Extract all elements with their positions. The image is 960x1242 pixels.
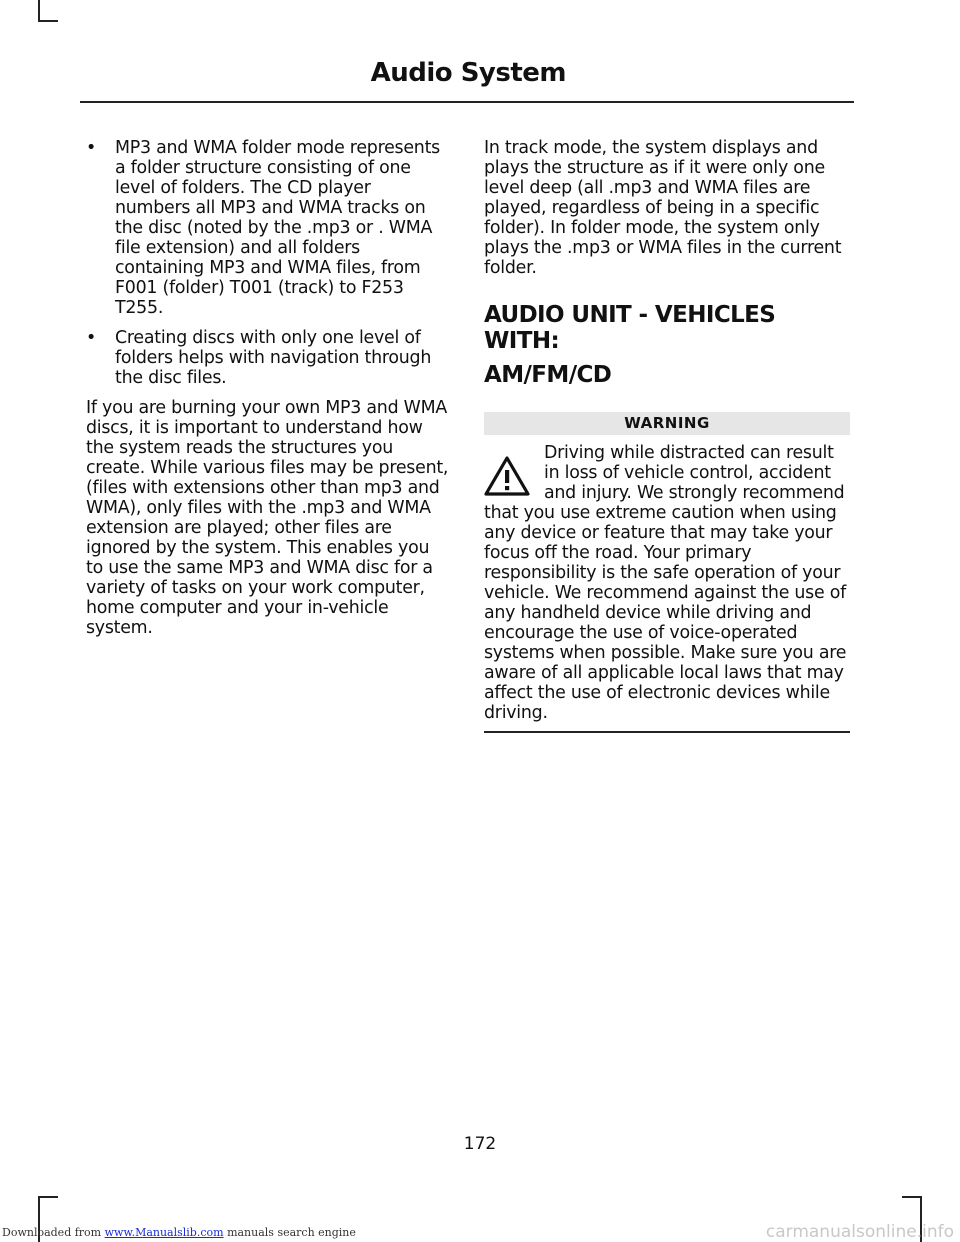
bullet-text: Creating discs with only one level of folders helps with navigation through the disc files. <box>115 328 432 388</box>
section-heading: AUDIO UNIT - VEHICLES WITH: <box>484 302 776 354</box>
left-column <box>86 138 450 648</box>
download-footer <box>2 1226 356 1239</box>
section-heading-subtitle: AM/FM/CD <box>484 362 612 388</box>
right-column <box>484 138 850 733</box>
warning-end-rule <box>484 731 850 733</box>
bullet-symbol: • <box>86 328 97 348</box>
header-rule <box>80 101 854 103</box>
crop-mark <box>902 1196 922 1198</box>
crop-mark <box>38 1196 58 1198</box>
bullet-text: MP3 and WMA folder mode represents a folder structure consisting of one level of folders. The CD player numbers all MP3 and WMA tracks on the disc (noted by the .mp3 or . WMA file extension) and all folders containing MP3 and WMA files, from F001 (folder) T001 (track) to F253 T255. <box>115 138 440 318</box>
list-item <box>86 328 450 388</box>
crop-mark <box>38 0 40 22</box>
bullet-symbol: • <box>86 138 97 158</box>
page-number: 172 <box>463 1134 497 1154</box>
warning-text: Driving while distracted can result in loss of vehicle control, accident and injury. We strongly recommend that you use extreme caution when using any device or feature that may take your focus off the road. Your primary responsibility is the safe operation of your vehicle. We recommend against the use of any handheld device while driving and encourage the use of voice-operated systems when possible. Make sure you are aware of all applicable local laws that may affect the use of electronic devices while driving. <box>484 443 847 723</box>
list-item <box>86 138 450 318</box>
body-paragraph: If you are burning your own MP3 and WMA discs, it is important to understand how the system reads the structures you create. While various files may be present, (files with extensions other than mp3 and WMA), only files with the .mp3 and WMA extension are played; other files are ignored by the system. This enables you to use the same MP3 and WMA disc for a variety of tasks on your work computer, home computer and your in-vehicle system. <box>86 398 449 638</box>
warning-label: WARNING <box>484 412 850 435</box>
warning-triangle-icon <box>484 455 530 497</box>
watermark: carmanualsonline.info <box>765 1222 954 1242</box>
section-title: Audio System <box>370 58 566 88</box>
footer-prefix: Downloaded from <box>2 1226 102 1239</box>
manualslib-link[interactable]: www.Manualslib.com <box>104 1226 224 1239</box>
body-paragraph: In track mode, the system displays and plays the structure as if it were only one level deep (all .mp3 and WMA files are played, regardless of being in a specific folder). In folder mode, the system only plays the .mp3 or WMA files in the current folder. <box>484 138 842 278</box>
crop-mark <box>38 20 58 22</box>
footer-suffix: manuals search engine <box>227 1226 356 1239</box>
warning-box <box>484 443 850 723</box>
